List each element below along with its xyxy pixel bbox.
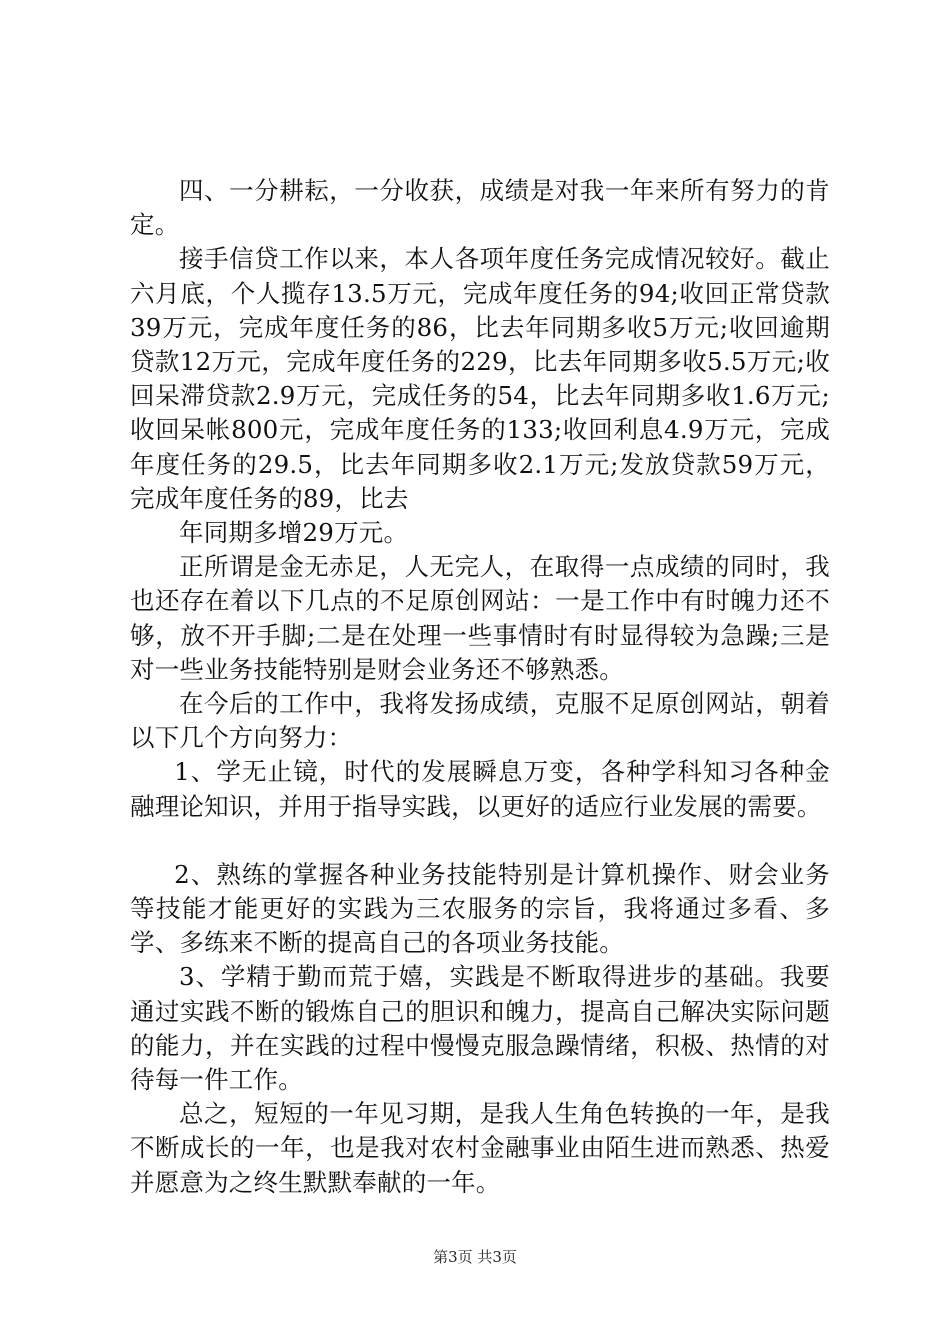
paragraph-conclusion: 总之，短短的一年见习期，是我人生角色转换的一年，是我不断成长的一年，也是我对农村金融事业由陌生进而熟悉、热爱并愿意为之终生默默奉献的一年。 bbox=[130, 1099, 830, 1197]
list-item-two: 2、熟练的掌握各种业务技能特别是计算机操作、财会业务等技能才能更好的实践为三农服务的宗旨，我将通过多看、多学、多练来不断的提高自己的各项业务技能。 bbox=[130, 859, 830, 958]
paragraph-achievements-continued: 年同期多增29万元。 bbox=[179, 518, 409, 548]
list-item-three: 3、学精于勤而荒于嬉，实践是不断取得进步的基础。我要通过实践不断的锻炼自己的胆识和魄力，提高自己解决实际问题的能力，并在实践的过程中慢慢克服急躁情绪，积极、热情的对待每一件工作。 bbox=[130, 962, 830, 1095]
paragraph-spacer bbox=[130, 824, 830, 858]
list-item-one: 1、学无止镜，时代的发展瞬息万变，各种学科知习各种金融理论知识，并用于指导实践，以更好的适应行业发展的需要。 bbox=[130, 757, 830, 821]
paragraph-future-directions: 在今后的工作中，我将发扬成绩，克服不足原创网站，朝着以下几个方向努力： bbox=[130, 689, 830, 753]
paragraph-heading-four: 四、一分耕耘，一分收获，成绩是对我一年来所有努力的肯定。 bbox=[130, 176, 830, 240]
page-number-footer: 第3页 共3页 bbox=[433, 1248, 517, 1266]
paragraph-achievements: 接手信贷工作以来，本人各项年度任务完成情况较好。截止六月底，个人揽存13.5万元，完成年度任务的94;收回正常贷款39万元，完成年度任务的86，比去年同期多收5万元;收回逾期贷款12万元，完成年度任务的229，比去年同期多收5.5万元;收回呆滞贷款2.9万元，完成任务的54，比去年同期多收1.6万元;收回呆帐800元，完成年度任务的133;收回利息4.9万元，完成年度任务的29.5，比去年同期多收2.1万元;发放贷款59万元，完成年度任务的89，比去 bbox=[130, 244, 830, 513]
document-body bbox=[130, 174, 830, 1200]
paragraph-shortcomings: 正所谓是金无赤足，人无完人，在取得一点成绩的同时，我也还存在着以下几点的不足原创网站：一是工作中有时魄力还不够，放不开手脚;二是在处理一些事情时有时显得较为急躁;三是对一些业务技能特别是财会业务还不够熟悉。 bbox=[130, 552, 830, 684]
